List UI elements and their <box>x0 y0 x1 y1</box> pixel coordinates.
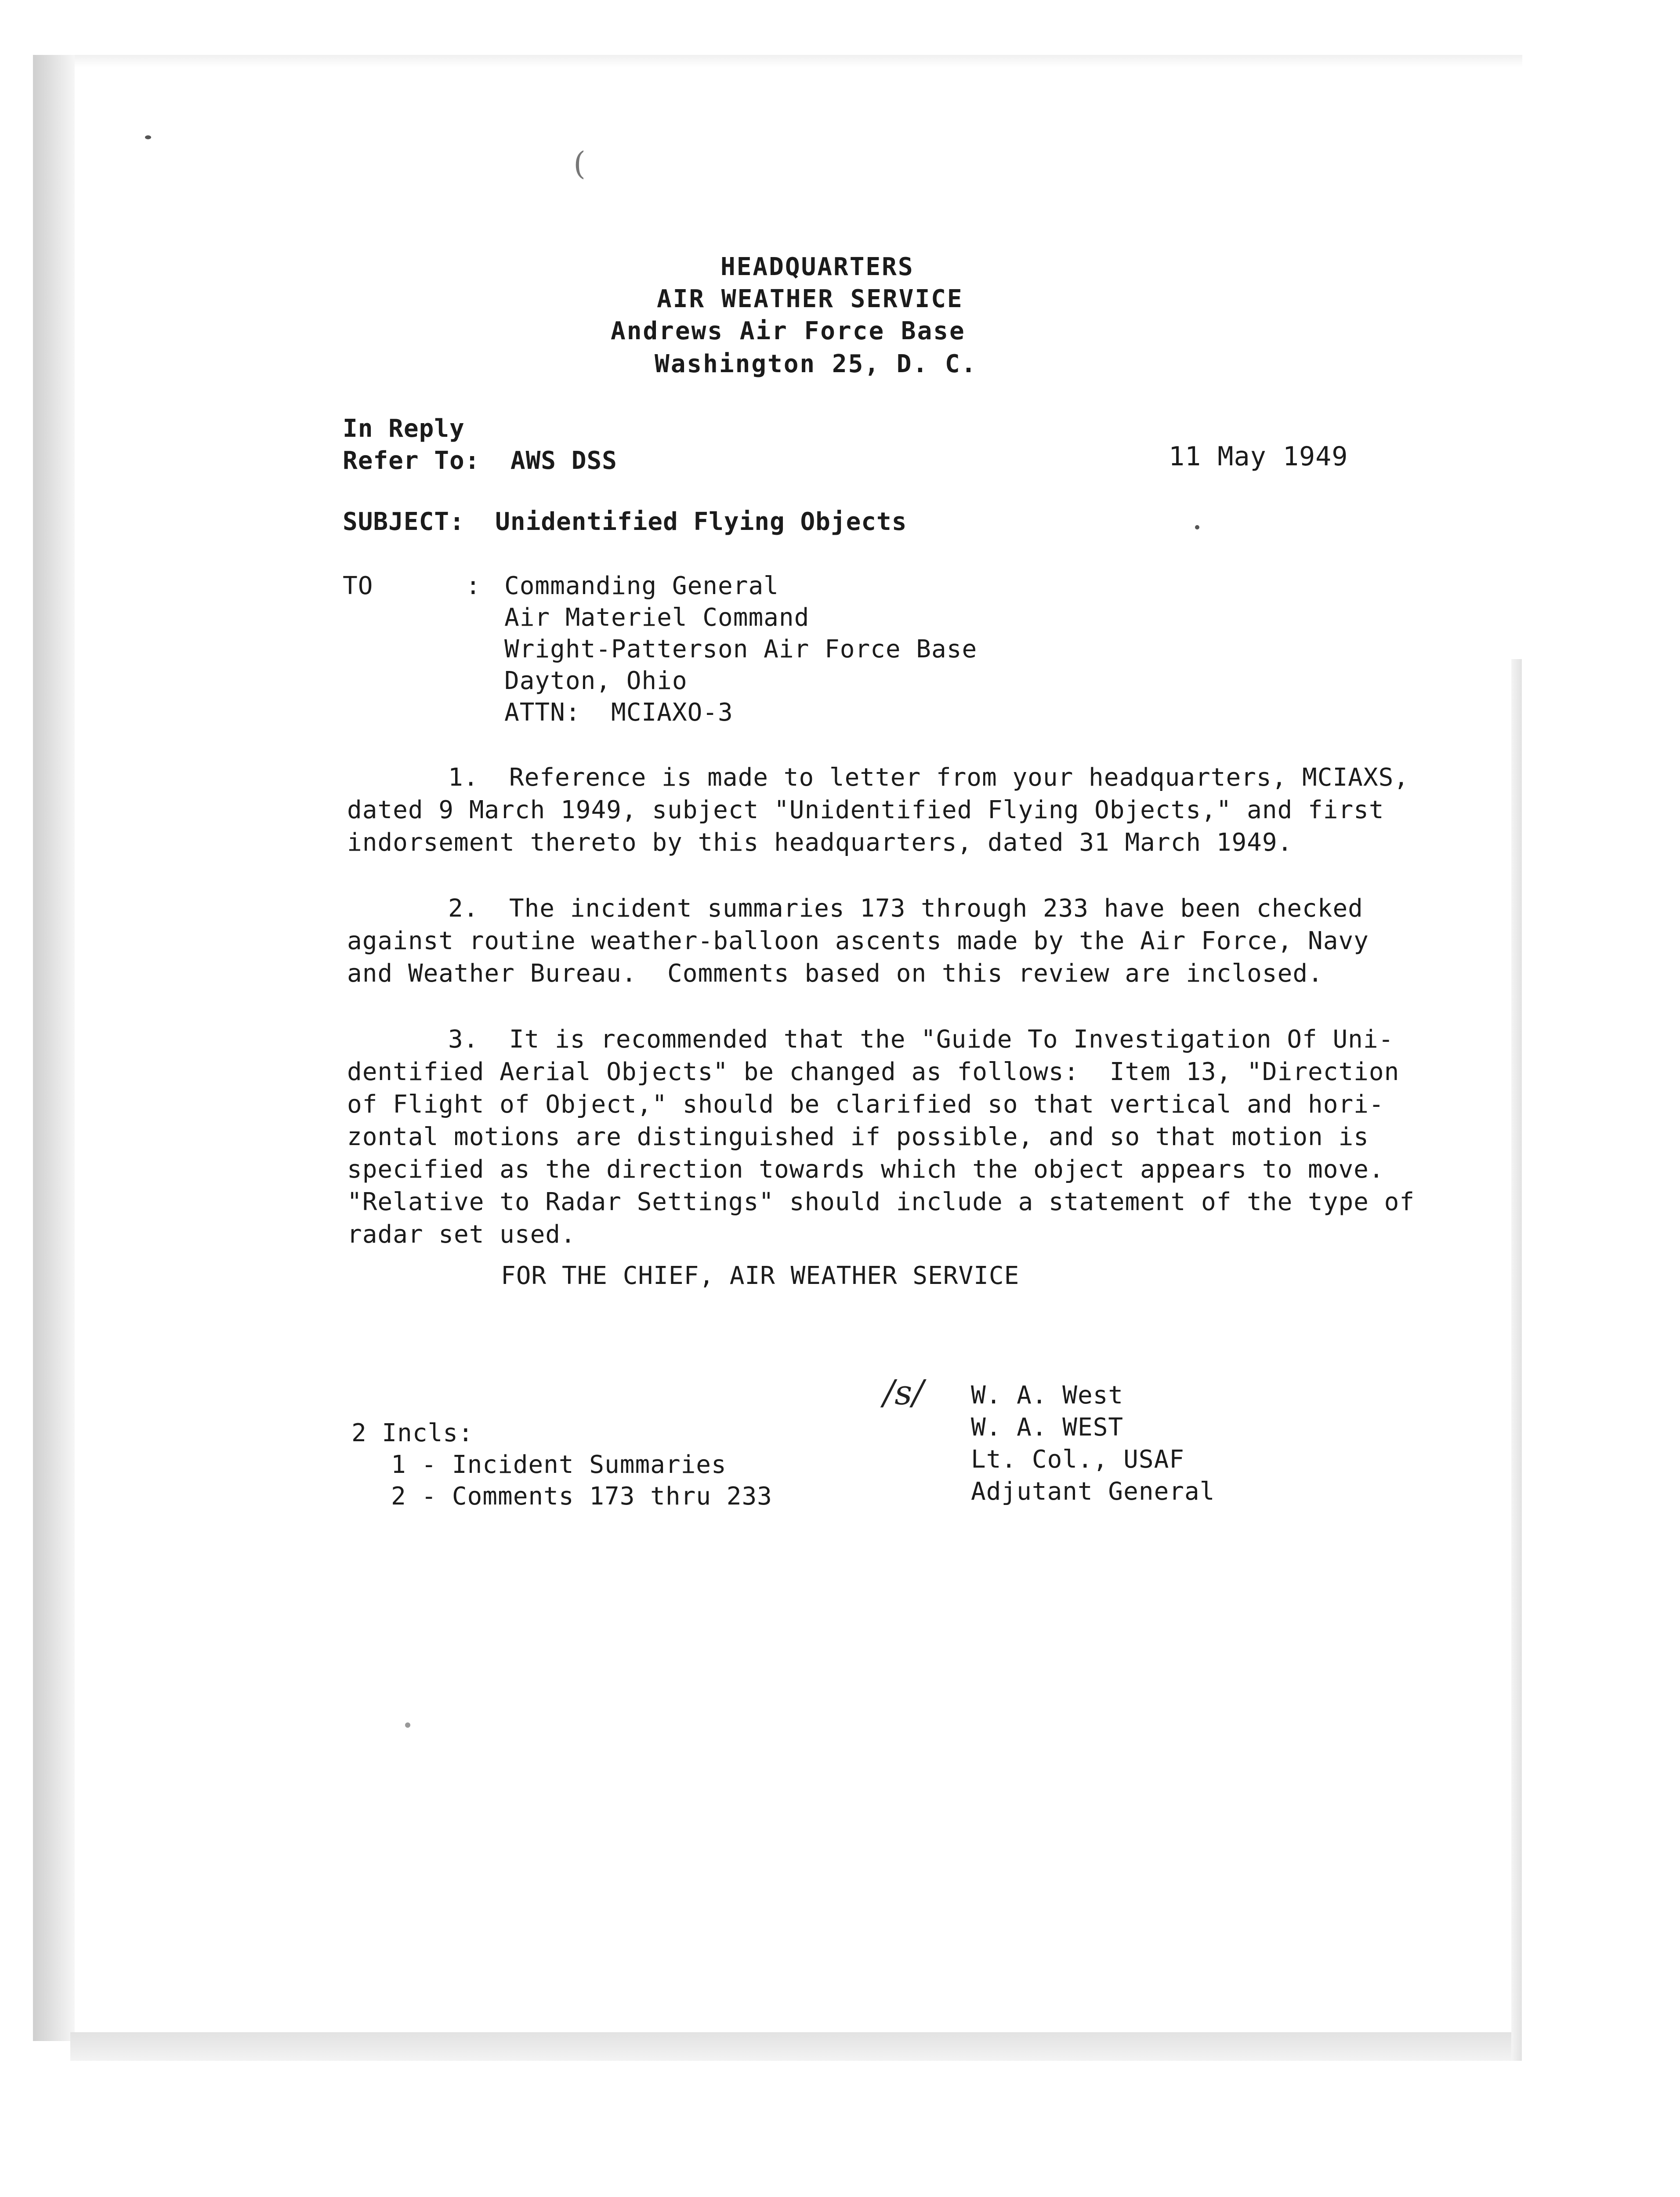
signature-mark: /s/ <box>883 1373 924 1413</box>
paragraph-3-line-3: of Flight of Object," should be clarified so that vertical and hori- <box>347 1090 1384 1119</box>
scan-edge-top <box>33 55 1522 67</box>
paragraph-3-line-2: dentified Aerial Objects" be changed as follows: Item 13, "Direction <box>347 1058 1400 1086</box>
signature-line-2: W. A. WEST <box>971 1413 1124 1442</box>
paragraph-1-line-3: indorsement thereto by this headquarters, dated 31 March 1949. <box>347 828 1293 857</box>
addressee-line-3: Wright-Patterson Air Force Base <box>504 635 978 663</box>
scan-edge-right <box>1511 659 1522 2061</box>
reply-label: In Reply <box>343 414 465 443</box>
paragraph-2-line-3: and Weather Bureau. Comments based on this review are inclosed. <box>347 959 1323 988</box>
addressee-line-4: Dayton, Ohio <box>504 667 688 695</box>
to-colon: : <box>466 572 481 600</box>
scan-edge-left <box>33 55 75 2041</box>
paragraph-3-line-7: radar set used. <box>347 1220 576 1249</box>
signature-line-4: Adjutant General <box>971 1477 1215 1506</box>
signature-line-1: W. A. West <box>971 1381 1124 1410</box>
scan-speck <box>405 1722 410 1728</box>
letterhead-line-4: Washington 25, D. C. <box>655 350 978 378</box>
to-label: TO <box>343 572 373 600</box>
paragraph-2-line-2: against routine weather-balloon ascents made by the Air Force, Navy <box>347 927 1369 955</box>
letterhead-line-3: Andrews Air Force Base <box>611 317 966 345</box>
paragraph-3-line-5: specified as the direction towards which the object appears to move. <box>347 1155 1384 1184</box>
inclosure-item-2: 2 - Comments 173 thru 233 <box>391 1482 772 1511</box>
letter-date: 11 May 1949 <box>1169 441 1348 472</box>
signature-line-3: Lt. Col., USAF <box>971 1445 1185 1474</box>
closing-line: FOR THE CHIEF, AIR WEATHER SERVICE <box>501 1262 1020 1290</box>
paragraph-3-line-4: zontal motions are distinguished if possible, and so that motion is <box>347 1123 1369 1151</box>
paragraph-1-line-2: dated 9 March 1949, subject "Unidentified Flying Objects," and first <box>347 796 1384 824</box>
inclosure-item-1: 1 - Incident Summaries <box>391 1450 727 1479</box>
subject-line: SUBJECT: Unidentified Flying Objects <box>343 508 907 536</box>
letterhead-line-2: AIR WEATHER SERVICE <box>657 285 963 313</box>
paragraph-3-line-1: 3. It is recommended that the "Guide To Investigation Of Uni- <box>448 1025 1394 1054</box>
addressee-line-2: Air Materiel Command <box>504 603 810 632</box>
paragraph-2-line-1: 2. The incident summaries 173 through 233 have been checked <box>448 894 1363 923</box>
letterhead-line-1: HEADQUARTERS <box>721 253 914 281</box>
inclosures-heading: 2 Incls: <box>351 1419 474 1447</box>
scan-edge-bottom <box>70 2032 1516 2061</box>
refer-to: Refer To: AWS DSS <box>343 446 617 475</box>
scan-mark: ( <box>573 145 586 182</box>
paragraph-1-line-1: 1. Reference is made to letter from your headquarters, MCIAXS, <box>448 763 1409 792</box>
addressee-line-1: Commanding General <box>504 572 779 600</box>
addressee-attn: ATTN: MCIAXO-3 <box>504 698 733 727</box>
scan-speck <box>1195 525 1199 529</box>
paragraph-3-line-6: "Relative to Radar Settings" should include a statement of the type of <box>347 1188 1415 1216</box>
scan-speck <box>145 135 151 139</box>
